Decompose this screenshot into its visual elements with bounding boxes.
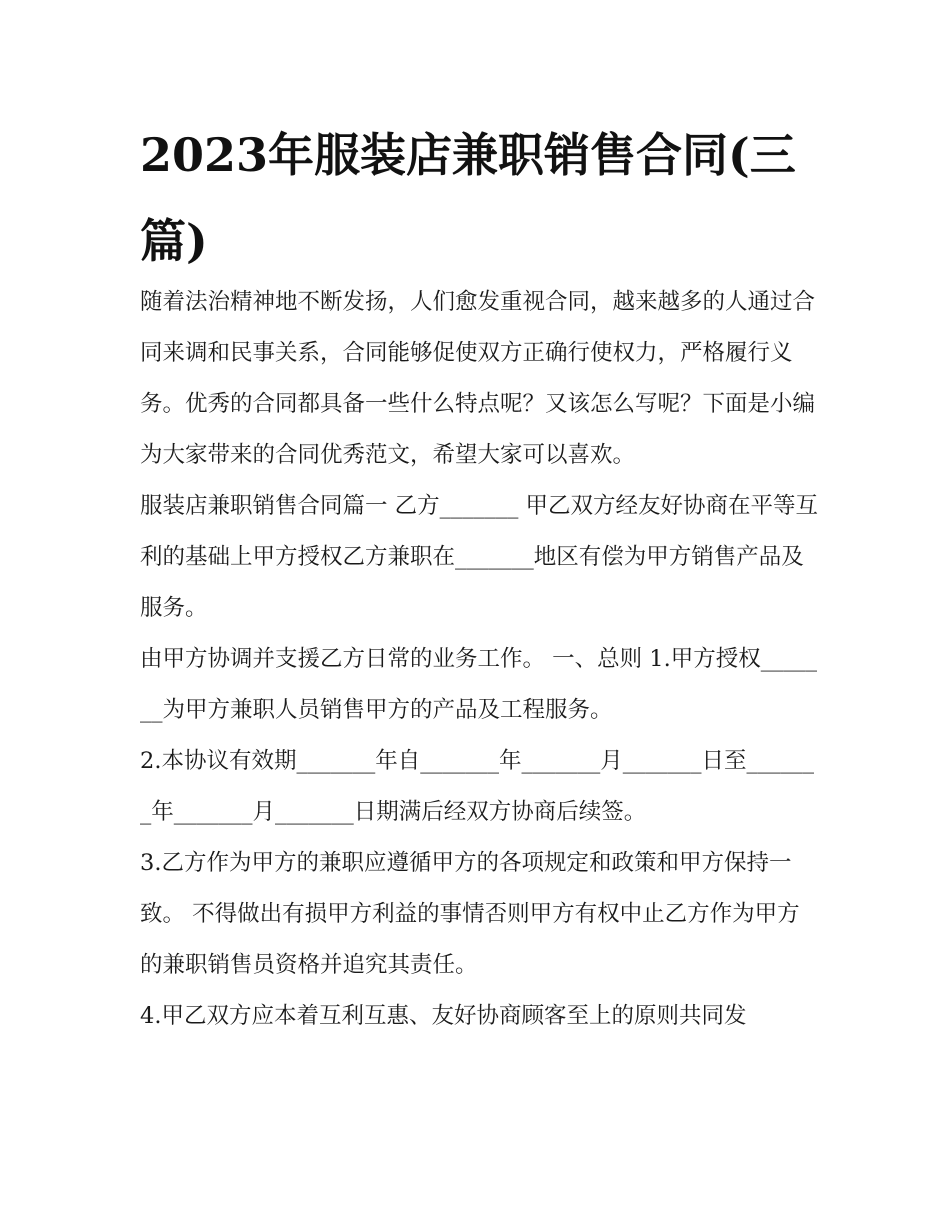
- paragraph-contract-part-one: 服装店兼职销售合同篇一 乙方_______ 甲乙双方经友好协商在平等互利的基础上甲方授权乙方兼职在_______地区有偿为甲方销售产品及服务。: [140, 493, 819, 621]
- paragraph-general-clause-1: 由甲方协调并支援乙方日常的业务工作。 一、总则 1.甲方授权_______为甲方兼职人员销售甲方的产品及工程服务。: [140, 646, 818, 723]
- document-body: [140, 277, 820, 1042]
- paragraph-clause-2: 2.本协议有效期_______年自_______年_______月_______日至_______年_______月_______日期满后经双方协商后续签。: [140, 748, 814, 825]
- document-title: 2023年服装店兼职销售合同(三篇): [140, 128, 796, 268]
- paragraph-clause-3: 3.乙方作为甲方的兼职应遵循甲方的各项规定和政策和甲方保持一致。 不得做出有损甲方利益的事情否则甲方有权中止乙方作为甲方的兼职销售员资格并追究其责任。: [140, 850, 800, 978]
- paragraph-intro: 随着法治精神地不断发扬，人们愈发重视合同，越来越多的人通过合同来调和民事关系，合同能够促使双方正确行使权力，严格履行义务。优秀的合同都具备一些什么特点呢？又该怎么写呢？下面是小编为大家带来的合同优秀范文，希望大家可以喜欢。: [140, 289, 816, 468]
- paragraph-clause-4: 4.甲乙双方应本着互利互惠、友好协商顾客至上的原则共同发: [140, 1003, 747, 1029]
